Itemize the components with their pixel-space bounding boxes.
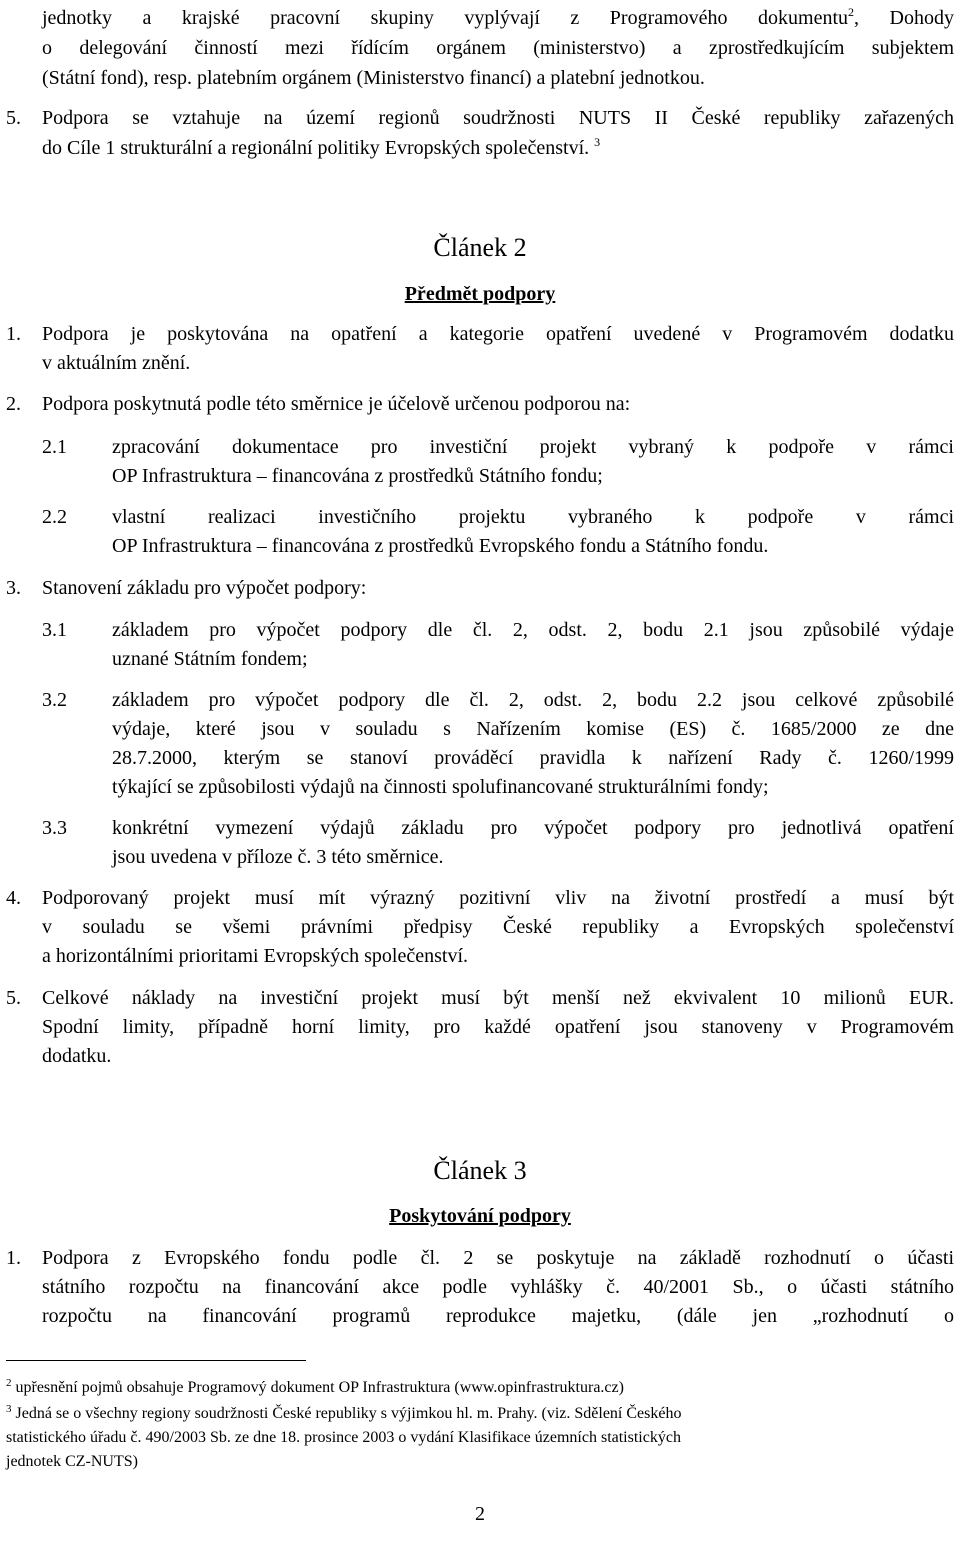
art2-item-3-2-number: 3.2 (42, 689, 67, 711)
item-5-line-2-text: do Cíle 1 strukturální a regionální politiky Evropských společenství. (42, 137, 590, 159)
item-5-number: 5. (6, 107, 21, 129)
art2-item-5-line-2: Spodní limity, případně horní limity, pro každé opatření jsou stanoveny v Programovém (42, 1016, 954, 1038)
article-3-title: Článek 3 (433, 1156, 527, 1185)
art2-item-4-number: 4. (6, 887, 21, 909)
art2-item-3-3-line-1: konkrétní vymezení výdajů základu pro výpočet podpory pro jednotlivá opatření (112, 817, 954, 839)
art2-item-5-line-3: dodatku. (42, 1045, 112, 1067)
footnote-3-text-1: Jedná se o všechny regiony soudržnosti České republiky s výjimkou hl. m. Prahy. (viz. Sdělení Českého (15, 1405, 682, 1422)
art2-item-2-number: 2. (6, 393, 21, 415)
footnote-3-line-3: jednotek CZ-NUTS) (6, 1453, 138, 1470)
page-number: 2 (475, 1503, 485, 1525)
footnote-2-text: upřesnění pojmů obsahuje Programový dokument OP Infrastruktura (www.opinfrastruktura.cz) (15, 1379, 624, 1396)
art2-item-4-line-3: a horizontálními prioritami Evropských společenství. (42, 945, 469, 967)
art2-item-3-1-line-2: uznané Státním fondem; (112, 648, 308, 670)
item-5-line-2 (42, 136, 600, 160)
footnote-ref-2: 2 (848, 5, 855, 19)
art3-item-1-line-1: Podpora z Evropského fondu podle čl. 2 se poskytuje na základě rozhodnutí o účasti (42, 1247, 954, 1269)
article-2-title: Článek 2 (433, 233, 527, 262)
footnote-2-number: 2 (6, 1377, 12, 1389)
footnote-ref-3: 3 (594, 135, 601, 149)
art2-item-2-1-number: 2.1 (42, 436, 67, 458)
art2-item-1-line-1: Podpora je poskytována na opatření a kategorie opatření uvedené v Programovém dodatku (42, 323, 954, 345)
top-line-1-text: jednotky a krajské pracovní skupiny vyplývají z Programového dokumentu (42, 7, 849, 29)
art2-item-5-number: 5. (6, 987, 21, 1009)
art2-item-3-1-line-1: základem pro výpočet podpory dle čl. 2, odst. 2, bodu 2.1 jsou způsobilé výdaje (112, 619, 954, 641)
art2-item-2-1-line-1: zpracování dokumentace pro investiční projekt vybraný k podpoře v rámci (112, 436, 954, 458)
art3-item-1-line-3: rozpočtu na financování programů reprodukce majetku, (dále jen „rozhodnutí o (42, 1305, 954, 1327)
top-line-2: o delegování činností mezi řídícím orgánem (ministerstvo) a zprostředkujícím subjektem (42, 37, 954, 59)
top-line-1-end: , Dohody (854, 7, 954, 29)
article-2-subtitle: Předmět podpory (404, 283, 556, 305)
art2-item-3-line-1: Stanovení základu pro výpočet podpory: (42, 577, 367, 599)
art2-item-4-line-1: Podporovaný projekt musí mít výrazný pozitivní vliv na životní prostředí a musí být (42, 887, 954, 909)
art2-item-3-2-line-2: výdaje, které jsou v souladu s Nařízením komise (ES) č. 1685/2000 ze dne (112, 718, 954, 740)
item-5-line-1: Podpora se vztahuje na území regionů soudržnosti NUTS II České republiky zařazených (42, 107, 954, 129)
article-3-subtitle: Poskytování podpory (389, 1205, 571, 1227)
art2-item-4-line-2: v souladu se všemi právními předpisy České republiky a Evropských společenství (42, 916, 954, 938)
footnote-2 (6, 1378, 624, 1398)
footnote-3-number: 3 (6, 1403, 12, 1415)
art3-item-1-line-2: státního rozpočtu na financování akce podle vyhlášky č. 40/2001 Sb., o účasti státního (42, 1276, 954, 1298)
art2-item-5-line-1: Celkové náklady na investiční projekt musí být menší než ekvivalent 10 milionů EUR. (42, 987, 954, 1009)
art2-item-3-1-number: 3.1 (42, 619, 67, 641)
art2-item-3-2-line-3: 28.7.2000, kterým se stanoví prováděcí pravidla k nařízení Rady č. 1260/1999 (112, 747, 954, 769)
art2-item-3-3-line-2: jsou uvedena v příloze č. 3 této směrnice. (112, 846, 444, 868)
art2-item-2-2-number: 2.2 (42, 506, 67, 528)
art2-item-2-1-line-2: OP Infrastruktura – financována z prostředků Státního fondu; (112, 465, 603, 487)
footnote-3-line-1 (6, 1404, 681, 1424)
top-line-1 (42, 6, 954, 30)
art2-item-1-number: 1. (6, 323, 21, 345)
art2-item-3-2-line-1: základem pro výpočet podpory dle čl. 2, odst. 2, bodu 2.2 jsou celkové způsobilé (112, 689, 954, 711)
art3-item-1-number: 1. (6, 1247, 21, 1269)
footnote-3-line-2: statistického úřadu č. 490/2003 Sb. ze dne 18. prosince 2003 o vydání Klasifikace územních statistických (6, 1429, 681, 1446)
footnote-separator (6, 1360, 306, 1361)
art2-item-1-line-2: v aktuálním znění. (42, 352, 191, 374)
art2-item-2-2-line-2: OP Infrastruktura – financována z prostředků Evropského fondu a Státního fondu. (112, 535, 769, 557)
art2-item-2-2-line-1: vlastní realizaci investičního projektu vybraného k podpoře v rámci (112, 506, 954, 528)
art2-item-2-line-1: Podpora poskytnutá podle této směrnice je účelově určenou podporou na: (42, 393, 631, 415)
art2-item-3-number: 3. (6, 577, 21, 599)
top-line-3: (Státní fond), resp. platebním orgánem (Ministerstvo financí) a platební jednotkou. (42, 67, 705, 89)
art2-item-3-2-line-4: týkající se způsobilosti výdajů na činnosti spolufinancované strukturálními fondy; (112, 776, 769, 798)
art2-item-3-3-number: 3.3 (42, 817, 67, 839)
